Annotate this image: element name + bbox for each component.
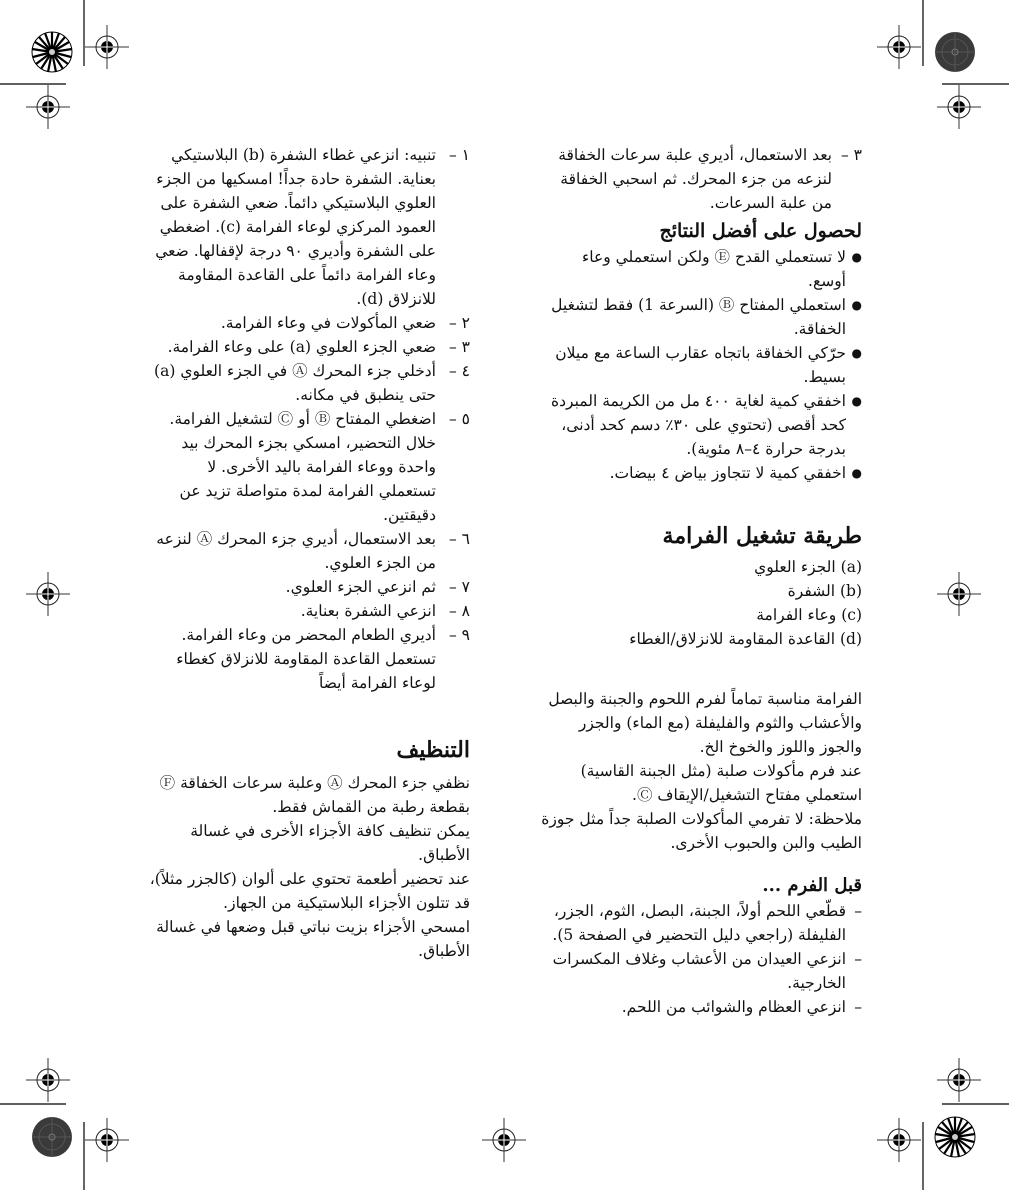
bullet-icon: ●	[851, 298, 862, 312]
part-item: (d) القاعدة المقاومة للانزلاق/الغطاء	[629, 630, 862, 648]
step-3-whisk	[540, 143, 862, 215]
step-5: ٥ – اضغطي المفتاح Ⓑ أو Ⓒ لتشغيل الفرامة. خلال التحضير، امسكي بجزء المحرك بيد واحدة ووعاء الفرامة باليد الأخرى. لا تستعملي الفرامة لمدة متواصلة تزيد عن دقيقتين.	[169, 410, 470, 524]
part-item: (b) الشفرة	[787, 582, 862, 600]
list-item: ● حرّكي الخفاقة باتجاه عقارب الساعة مع ميلان بسيط.	[540, 341, 862, 389]
step-6: ٦ – بعد الاستعمال، أديري جزء المحرك Ⓐ لنزعه من الجزء العلوي.	[156, 530, 470, 572]
bullet-icon: ●	[851, 394, 862, 408]
list-item: ● اخفقي كمية لا تتجاوز بياض ٤ بيضات.	[540, 461, 862, 485]
left-column	[148, 143, 470, 963]
cleaning-paragraph: نظفي جزء المحرك Ⓐ وعلبة سرعات الخفاقة Ⓕ بقطعة رطبة من القماش فقط.	[159, 774, 470, 816]
step-text: بعد الاستعمال، أديري علبة سرعات الخفاقة لنزعه من جزء المحرك. ثم اسحبي الخفاقة من علبة السرعات.	[558, 146, 832, 212]
step-3: ٣ – ضعي الجزء العلوي (a) على وعاء الفرامة.	[167, 338, 470, 356]
usage-paragraph: الفرامة مناسبة تماماً لفرم اللحوم والجبنة والبصل والأعشاب والثوم والفليفلة (مع الماء) والجزر والجوز واللوز والخوخ الخ.	[548, 690, 862, 756]
parts-list	[540, 555, 862, 651]
right-column	[540, 143, 862, 1019]
step-4: ٤ – أدخلي جزء المحرك Ⓐ في الجزء العلوي (a) حتى ينطبق في مكانه.	[154, 362, 470, 404]
step-8: ٨ – انزعي الشفرة بعناية.	[300, 602, 470, 620]
results-bullet-list	[540, 245, 862, 485]
step-7: ٧ – ثم انزعي الجزء العلوي.	[285, 578, 470, 596]
before-chopping-heading: قبل الفرم ...	[762, 875, 862, 896]
step-1: ١ – تنبيه: انزعي غطاء الشفرة (b) البلاستيكي بعناية. الشفرة حادة جداً! امسكيها من الجزء العلوي البلاستيكي دائماً. ضعي الشفرة على العمود المركزي لوعاء الفرامة (c). اضغطي على الشفرة وأديري ٩٠ درجة لإقفالها. ضعي وعاء الفرامة دائماً على القاعدة المقاومة للانزلاق (d).	[155, 146, 470, 308]
bullet-icon: ●	[851, 466, 862, 480]
list-item: ● استعملي المفتاح Ⓑ (السرعة 1) فقط لتشغيل الخفاقة.	[540, 293, 862, 341]
cleaning-heading: التنظيف	[396, 737, 470, 763]
step-2: ٢ – ضعي المأكولات في وعاء الفرامة.	[220, 314, 470, 332]
step-9: ٩ – أديري الطعام المحضر من وعاء الفرامة. تستعمل القاعدة المقاومة للانزلاق كغطاء لوعاء الفرامة أيضاً	[176, 626, 470, 692]
list-item: ● لا تستعملي القدح Ⓔ ولكن استعملي وعاء أوسع.	[540, 245, 862, 293]
results-heading: لحصول على أفضل النتائج	[659, 220, 862, 242]
operation-heading: طريقة تشغيل الفرامة	[662, 523, 862, 549]
cleaning-paragraph: يمكن تنظيف كافة الأجزاء الأخرى في غسالة الأطباق.	[190, 822, 470, 864]
cleaning-paragraph: امسحي الأجزاء بزيت نباتي قبل وضعها في غسالة الأطباق.	[156, 918, 470, 960]
list-item: – قطّعي اللحم أولاً، الجبنة، البصل، الثوم، الجزر، الفليفلة (راجعي دليل التحضير في الصفحة 5).	[552, 902, 862, 944]
list-item: – انزعي العظام والشوائب من اللحم.	[621, 998, 862, 1016]
list-item: ● اخفقي كمية لغاية ٤٠٠ مل من الكريمة المبردة كحد أقصى (تحتوي على ٣٠٪ دسم كحد أدنى، بدرجة حرارة ٤–٨ مئوية).	[540, 389, 862, 461]
bullet-icon: ●	[851, 346, 862, 360]
part-item: (a) الجزء العلوي	[754, 558, 862, 576]
cleaning-paragraph: عند تحضير أطعمة تحتوي على ألوان (كالجزر مثلاً)، قد تتلون الأجزاء البلاستيكية من الجهاز.	[149, 870, 470, 912]
bullet-icon: ●	[851, 250, 862, 264]
usage-paragraph: عند فرم مأكولات صلبة (مثل الجبنة القاسية) استعملي مفتاح التشغيل/الإيقاف Ⓒ.	[580, 762, 862, 804]
part-item: (c) وعاء الفرامة	[756, 606, 862, 624]
list-item: – انزعي العيدان من الأعشاب وغلاف المكسرات الخارجية.	[552, 950, 862, 992]
step-number: ٣ –	[840, 146, 862, 164]
usage-note: ملاحظة: لا تفرمي المأكولات الصلبة جداً مثل جوزة الطيب والبن والحبوب الأخرى.	[541, 810, 862, 852]
